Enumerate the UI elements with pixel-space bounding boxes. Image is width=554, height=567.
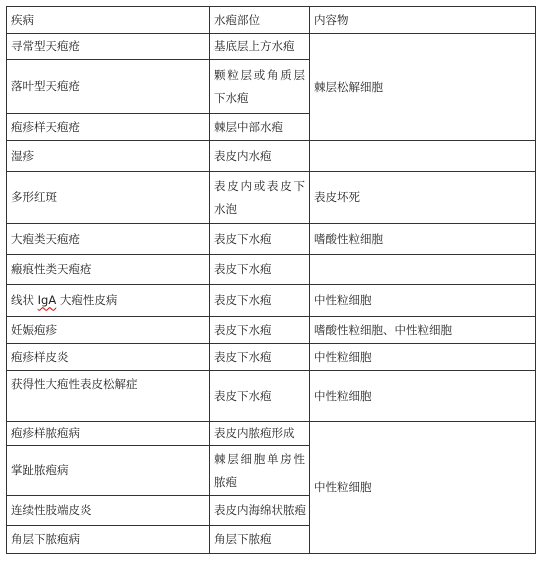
content-cell: 中性粒细胞 [310, 285, 536, 317]
site-cell: 表皮下水疱 [210, 344, 310, 371]
disease-cell: 角层下脓疱病 [7, 526, 210, 554]
site-cell: 表皮下水疱 [210, 285, 310, 317]
content-cell: 表皮坏死 [310, 172, 536, 224]
table-row [7, 224, 536, 255]
table-row [7, 141, 536, 172]
table-row [7, 172, 536, 224]
disease-cell: 疱疹样天疱疮 [7, 114, 210, 141]
site-cell: 颗粒层或角质层下水疱 [210, 60, 310, 114]
disease-cell: 获得性大疱性表皮松解症 [7, 371, 210, 422]
site-cell: 棘层细胞单房性脓疱 [210, 446, 310, 496]
disease-cell: 瘢痕性类天疱疮 [7, 255, 210, 285]
disease-table [6, 6, 536, 554]
table-row [7, 344, 536, 371]
content-cell: 棘层松解细胞 [310, 34, 536, 141]
site-cell: 表皮内水疱 [210, 141, 310, 172]
site-cell: 表皮内脓疱形成 [210, 422, 310, 446]
table-row [7, 422, 536, 446]
content-cell: 中性粒细胞 [310, 422, 536, 554]
content-cell: 中性粒细胞 [310, 344, 536, 371]
disease-cell: 掌趾脓疱病 [7, 446, 210, 496]
table-row [7, 285, 536, 317]
header-site: 水疱部位 [210, 7, 310, 34]
content-cell [310, 255, 536, 285]
site-cell: 基底层上方水疱 [210, 34, 310, 60]
site-cell: 角层下脓疱 [210, 526, 310, 554]
site-cell: 表皮下水疱 [210, 371, 310, 422]
disease-cell: 妊娠疱疹 [7, 317, 210, 344]
disease-cell: 湿疹 [7, 141, 210, 172]
content-cell: 中性粒细胞 [310, 371, 536, 422]
disease-suffix: 大疱性皮病 [56, 293, 118, 308]
table-row [7, 371, 536, 422]
content-cell [310, 141, 536, 172]
site-cell: 表皮内海绵状脓疱 [210, 496, 310, 526]
header-content: 内容物 [310, 7, 536, 34]
table-row [7, 34, 536, 60]
content-cell: 嗜酸性粒细胞、中性粒细胞 [310, 317, 536, 344]
disease-cell: 连续性肢端皮炎 [7, 496, 210, 526]
disease-cell: 多形红斑 [7, 172, 210, 224]
disease-prefix: 线状 [11, 293, 38, 308]
site-cell: 表皮内或表皮下水泡 [210, 172, 310, 224]
site-cell: 棘层中部水疱 [210, 114, 310, 141]
content-cell: 嗜酸性粒细胞 [310, 224, 536, 255]
spellcheck-flagged-word: IgA [37, 293, 57, 308]
disease-cell: 疱疹样脓疱病 [7, 422, 210, 446]
header-disease: 疾病 [7, 7, 210, 34]
disease-cell: 寻常型天疱疮 [7, 34, 210, 60]
site-cell: 表皮下水疱 [210, 224, 310, 255]
disease-cell [7, 285, 210, 317]
site-cell: 表皮下水疱 [210, 255, 310, 285]
site-cell: 表皮下水疱 [210, 317, 310, 344]
table-row [7, 317, 536, 344]
disease-cell: 疱疹样皮炎 [7, 344, 210, 371]
disease-cell: 大疱类天疱疮 [7, 224, 210, 255]
disease-cell: 落叶型天疱疮 [7, 60, 210, 114]
table-row [7, 255, 536, 285]
header-row [7, 7, 536, 34]
